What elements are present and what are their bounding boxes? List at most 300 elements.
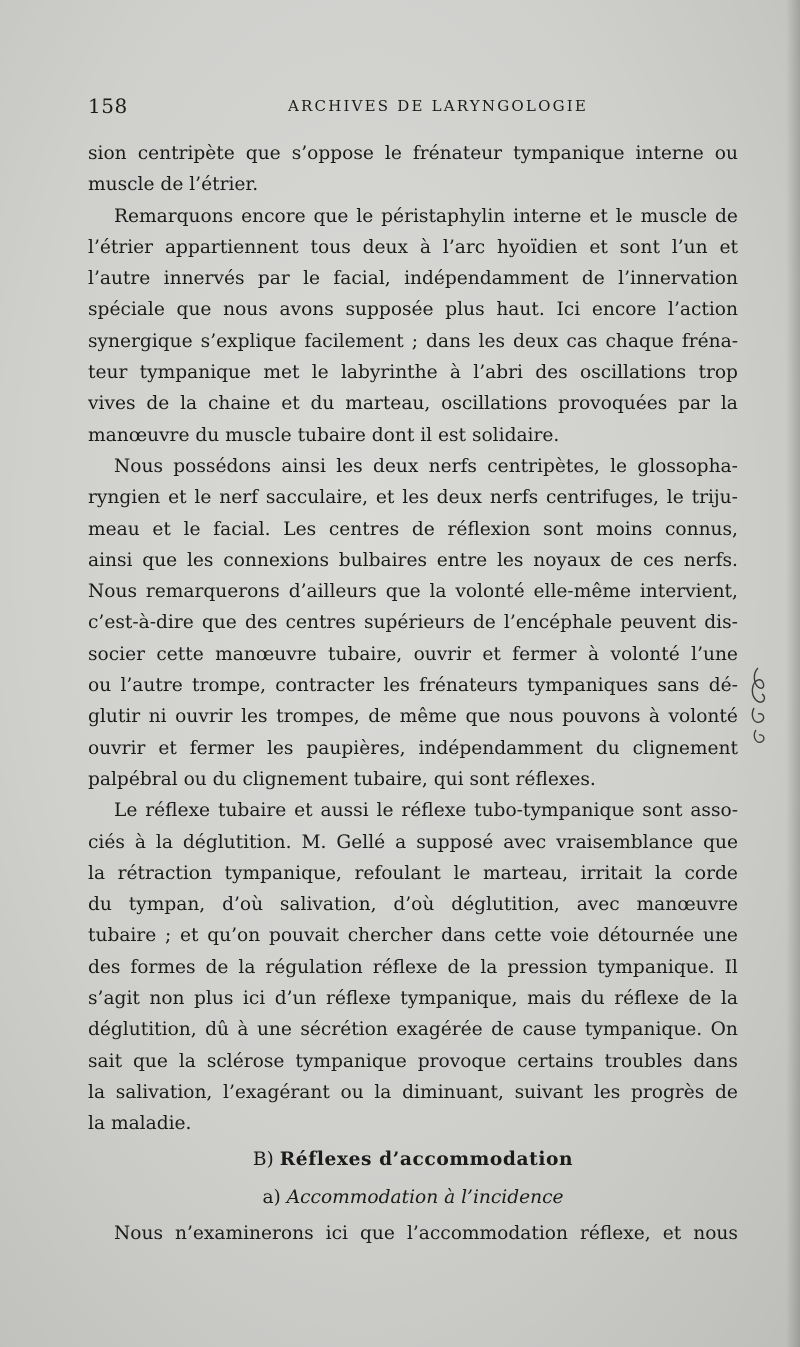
word: formes <box>130 956 196 978</box>
word: d’où <box>222 894 264 916</box>
word: même <box>399 706 457 728</box>
word: volonté <box>668 706 738 728</box>
text-lines <box>88 138 738 1140</box>
word: nous <box>223 299 268 321</box>
word: que <box>245 143 281 164</box>
word: ainsi <box>281 455 326 477</box>
word: tubaire <box>88 925 157 947</box>
word: l’autre <box>120 675 183 697</box>
word: le <box>183 518 201 540</box>
word: tous <box>310 236 351 258</box>
text-line <box>88 701 738 732</box>
word: ryngien <box>88 487 161 509</box>
word: de <box>688 988 712 1010</box>
word: ici <box>325 1222 348 1244</box>
word: fermer <box>189 737 255 759</box>
word: la <box>374 1081 392 1103</box>
word: innervés <box>163 268 245 290</box>
word: sacculaire, <box>265 487 369 509</box>
word: interne <box>513 205 582 227</box>
word: voie <box>550 925 590 947</box>
word: provoquées <box>558 393 668 415</box>
word: corde <box>684 862 738 884</box>
word: diminuant, <box>402 1081 504 1103</box>
final-text-line <box>114 1218 738 1249</box>
word: troubles <box>604 1050 683 1072</box>
word: sait <box>88 1050 123 1072</box>
word: nerfs <box>489 487 539 509</box>
word: et <box>589 236 608 258</box>
word: de <box>581 268 605 290</box>
word: sont <box>543 518 584 540</box>
word: le <box>303 268 321 290</box>
word: suivant <box>514 1081 584 1103</box>
word: asso- <box>690 800 738 822</box>
word: de <box>146 393 170 415</box>
word: détournée <box>597 925 695 947</box>
word: à <box>648 706 661 728</box>
word: supposée <box>345 299 434 321</box>
word: de <box>472 612 496 634</box>
word: du <box>88 894 112 916</box>
word: pression <box>507 956 588 978</box>
word: spéciale <box>88 299 165 321</box>
word: ouvrir <box>413 643 471 665</box>
word: du <box>580 988 605 1010</box>
word: le <box>615 205 633 227</box>
word: Gellé <box>336 831 386 853</box>
word: les <box>266 737 294 759</box>
word: Nous <box>114 455 163 477</box>
word: encore <box>241 205 306 227</box>
word: plus <box>194 988 234 1010</box>
page-header <box>88 94 738 122</box>
word: et <box>152 518 171 540</box>
text-line <box>88 1077 738 1108</box>
word: tubaire <box>217 800 287 822</box>
word: centres <box>328 518 400 540</box>
subsection-heading <box>88 1182 738 1213</box>
word: mais <box>527 988 572 1010</box>
word: centres <box>285 612 356 634</box>
word: avec <box>576 894 620 916</box>
word: et <box>375 487 395 509</box>
word: trop <box>698 362 738 384</box>
word: que <box>360 1222 395 1244</box>
word: salivation, <box>115 1081 213 1103</box>
word: de <box>447 956 471 978</box>
word: déglutition, <box>451 894 560 916</box>
word: la <box>720 988 738 1010</box>
word: Ici <box>556 299 581 321</box>
word: déglutition, <box>88 1019 197 1041</box>
word: chercher <box>347 925 433 947</box>
word: chaque <box>605 330 674 352</box>
text-line <box>88 576 738 607</box>
subsection-title: Accommodation à l’incidence <box>286 1186 564 1208</box>
section-label: B) <box>252 1148 274 1170</box>
word: interne <box>635 143 704 164</box>
word: hyoïdien <box>497 236 578 258</box>
word: à <box>134 831 146 853</box>
word: l’arc <box>442 236 486 258</box>
word: clignement <box>632 737 738 759</box>
word: appartiennent <box>164 236 299 258</box>
text-line: muscle de l’étrier. <box>88 174 259 196</box>
word: exagérée <box>396 1019 483 1041</box>
word: la <box>238 956 256 978</box>
word: ainsi <box>88 549 133 571</box>
word: de <box>491 1019 514 1041</box>
word: trompe, <box>192 675 267 697</box>
word: frénateurs <box>419 675 518 697</box>
text-line <box>88 858 738 889</box>
text-line <box>88 482 738 513</box>
word: l’une <box>691 643 738 665</box>
text-line <box>88 952 738 983</box>
word: indépendamment <box>418 737 583 759</box>
word: de <box>205 956 229 978</box>
word: a <box>395 831 407 853</box>
word: sécrétion <box>300 1019 388 1041</box>
text-line <box>88 263 738 294</box>
word: supérieurs <box>364 612 465 634</box>
word: manœuvre <box>215 643 317 665</box>
word: deux <box>436 487 482 509</box>
word: ou <box>714 143 738 164</box>
margin-annotation-icon <box>748 664 770 754</box>
word: régulation <box>265 956 363 978</box>
word: de <box>368 706 392 728</box>
word: centripète <box>137 143 235 164</box>
text-line <box>88 326 738 357</box>
word: ici <box>242 988 266 1010</box>
word: sion <box>88 143 127 164</box>
word: ouvrir <box>175 706 233 728</box>
word: tympanique, <box>400 988 518 1010</box>
word: que <box>142 549 178 571</box>
word: centrifuges, <box>546 487 659 509</box>
word: le <box>356 205 374 227</box>
text-line <box>88 639 738 670</box>
word: le <box>194 487 212 509</box>
word: plus <box>445 299 485 321</box>
word: tympanique, <box>224 862 342 884</box>
word: tympanique. <box>584 1019 703 1041</box>
word: tympan, <box>128 894 206 916</box>
word: d’où <box>393 894 435 916</box>
word: remarquerons <box>145 581 280 603</box>
word: et <box>180 925 199 947</box>
word: contracter <box>275 675 375 697</box>
word: l’exagérant <box>223 1081 330 1103</box>
word: ciés <box>88 831 125 853</box>
word: irritait <box>580 862 643 884</box>
word: encore <box>591 299 657 321</box>
word: l’étrier <box>88 236 154 258</box>
word: deux <box>372 455 419 477</box>
text-line <box>88 983 738 1014</box>
word: l’abri <box>473 362 523 384</box>
text-line <box>88 294 738 325</box>
subsection-label: a) <box>262 1186 281 1208</box>
text-line <box>88 1046 738 1077</box>
text-line <box>88 451 738 482</box>
word: tympanique <box>139 362 252 384</box>
word: ces <box>642 549 674 571</box>
word: les <box>593 1081 621 1103</box>
text-line <box>88 733 738 764</box>
word: elle-même <box>533 581 631 603</box>
text-line <box>88 670 738 701</box>
word: la <box>429 581 447 603</box>
word: réflexion <box>447 518 531 540</box>
word: chaine <box>207 393 271 415</box>
word: les <box>496 549 524 571</box>
word: nerfs. <box>683 549 738 571</box>
word: des <box>535 362 568 384</box>
word: facial, <box>333 268 391 290</box>
word: le <box>384 143 402 164</box>
word: c’est-à-dire <box>88 612 194 634</box>
word: la <box>654 862 672 884</box>
word: la <box>180 393 198 415</box>
word: ouvrir <box>88 737 146 759</box>
section-title: Réflexes d’accommodation <box>279 1148 574 1170</box>
section-heading <box>88 1144 738 1175</box>
word: l’accommodation <box>406 1222 568 1244</box>
word: que <box>703 831 738 853</box>
word: cas <box>566 330 598 352</box>
word: la <box>480 956 498 978</box>
word: que <box>176 299 212 321</box>
word: oscillations <box>580 362 687 384</box>
word: l’encéphale <box>503 612 613 634</box>
word: met <box>263 362 300 384</box>
word: nerf <box>219 487 258 509</box>
word: le <box>610 455 628 477</box>
word: aussi <box>320 800 369 822</box>
word: haut. <box>496 299 545 321</box>
word: sont <box>642 800 683 822</box>
word: pouvait <box>268 925 340 947</box>
word: On <box>710 1019 738 1041</box>
word: possédons <box>173 455 272 477</box>
text-line <box>88 920 738 951</box>
word: deux <box>513 330 559 352</box>
word: la <box>720 393 738 415</box>
word: que <box>465 706 501 728</box>
word: et <box>482 643 501 665</box>
word: volonté <box>610 643 680 665</box>
word: la <box>88 1081 106 1103</box>
word: que <box>313 205 349 227</box>
word: cette <box>494 925 542 947</box>
word: marteau, <box>482 862 569 884</box>
word: par <box>678 393 711 415</box>
word: ; <box>165 925 172 947</box>
word: n’examinerons <box>175 1222 314 1244</box>
word: l’action <box>668 299 738 321</box>
word: tympanique <box>513 143 625 164</box>
word: le <box>666 487 684 509</box>
word: dis- <box>704 612 738 634</box>
word: certains <box>517 1050 594 1072</box>
word: moins <box>595 518 653 540</box>
word: l’innervation <box>618 268 738 290</box>
word: et <box>294 800 313 822</box>
word: facilement <box>304 330 404 352</box>
word: salivation, <box>279 894 377 916</box>
word: les <box>241 706 268 728</box>
word: par <box>257 268 290 290</box>
text-line <box>88 795 738 826</box>
word: progrès <box>631 1081 705 1103</box>
word: supposé <box>416 831 494 853</box>
word: les <box>336 455 363 477</box>
word: une <box>702 925 738 947</box>
word: les <box>383 675 410 697</box>
text-line: palpébral ou du clignement tubaire, qui sont réflexes. <box>88 768 596 790</box>
word: oscillations <box>441 393 548 415</box>
word: la <box>155 831 173 853</box>
word: réflexe <box>325 988 391 1010</box>
text-line <box>88 201 738 232</box>
word: manœuvre <box>636 894 738 916</box>
word: intervient, <box>639 581 738 603</box>
word: les <box>186 549 214 571</box>
word: que <box>385 581 421 603</box>
word: d’ailleurs <box>288 581 377 603</box>
word: sans <box>657 675 700 697</box>
word: labyrinthe <box>340 362 438 384</box>
word: sont <box>619 236 660 258</box>
word: deux <box>362 236 408 258</box>
page-number: 158 <box>88 94 128 118</box>
word: Remarquons <box>114 205 234 227</box>
word: ou <box>340 1081 364 1103</box>
text-line <box>88 545 738 576</box>
word: tympanique <box>295 1050 407 1072</box>
word: Les <box>283 518 317 540</box>
word: et <box>662 1222 682 1244</box>
word: de <box>715 205 738 227</box>
word: paupières, <box>306 737 406 759</box>
word: que <box>133 1050 168 1072</box>
word: trompes, <box>276 706 360 728</box>
word: et <box>589 205 608 227</box>
word: à <box>449 362 462 384</box>
word: volonté <box>455 581 525 603</box>
word: nous <box>508 706 554 728</box>
word: dû <box>205 1019 229 1041</box>
word: dans <box>425 330 471 352</box>
word: à <box>237 1019 249 1041</box>
page-edge-shadow <box>786 0 800 1347</box>
word: les <box>478 330 506 352</box>
word: du <box>595 737 620 759</box>
word: d’un <box>274 988 317 1010</box>
word: la <box>178 1050 196 1072</box>
text-line: manœuvre du muscle tubaire dont il est solidaire. <box>88 424 560 446</box>
word: ni <box>148 706 167 728</box>
word: Nous <box>88 581 137 603</box>
word: entre <box>436 549 488 571</box>
word: de <box>411 518 435 540</box>
word: meau <box>88 518 140 540</box>
word: réflexe <box>401 800 467 822</box>
word: le <box>376 800 394 822</box>
word: fermer <box>512 643 577 665</box>
word: du <box>310 393 335 415</box>
word: nous <box>693 1222 738 1244</box>
word: facial. <box>213 518 271 540</box>
word: ou <box>88 675 112 697</box>
word: des <box>88 956 121 978</box>
text-line <box>88 607 738 638</box>
word: réflexe <box>614 988 679 1010</box>
word: vives <box>88 393 136 415</box>
word: ; <box>411 330 418 352</box>
text-line <box>88 514 738 545</box>
word: vraisemblance <box>556 831 694 853</box>
word: s’agit <box>88 988 140 1010</box>
word: une <box>256 1019 292 1041</box>
word: l’un <box>671 236 708 258</box>
word: fréna- <box>681 330 738 352</box>
word: M. <box>301 831 327 853</box>
word: des <box>244 612 278 634</box>
word: Nous <box>114 1222 163 1244</box>
word: bulbaires <box>338 549 427 571</box>
word: les <box>402 487 429 509</box>
word: cause <box>522 1019 577 1041</box>
word: teur <box>88 362 128 384</box>
word: socier <box>88 643 145 665</box>
word: centripètes, <box>487 455 600 477</box>
word: cette <box>156 643 204 665</box>
word: réflexe <box>372 956 438 978</box>
word: et <box>719 236 738 258</box>
word: tubaire, <box>328 643 403 665</box>
text-line <box>88 388 738 419</box>
word: et <box>168 487 187 509</box>
word: connexions <box>223 549 329 571</box>
word: Il <box>724 956 738 978</box>
word: refoulant <box>354 862 441 884</box>
word: de <box>715 1081 738 1103</box>
word: frénateur <box>412 143 503 164</box>
word: avec <box>503 831 547 853</box>
word: glossopha- <box>637 455 738 477</box>
word: dé- <box>708 675 738 697</box>
word: et <box>158 737 177 759</box>
word: peuvent <box>620 612 697 634</box>
word: rétraction <box>117 862 212 884</box>
word: de <box>610 549 634 571</box>
text-line <box>88 232 738 263</box>
word: dans <box>441 925 486 947</box>
word: le <box>311 362 329 384</box>
word: s’explique <box>200 330 297 352</box>
word: et <box>281 393 300 415</box>
word: l’autre <box>88 268 151 290</box>
word: réflexe, <box>579 1222 651 1244</box>
word: noyaux <box>533 549 601 571</box>
word: non <box>149 988 185 1010</box>
word: nerfs <box>428 455 477 477</box>
text-line: la maladie. <box>88 1113 192 1135</box>
